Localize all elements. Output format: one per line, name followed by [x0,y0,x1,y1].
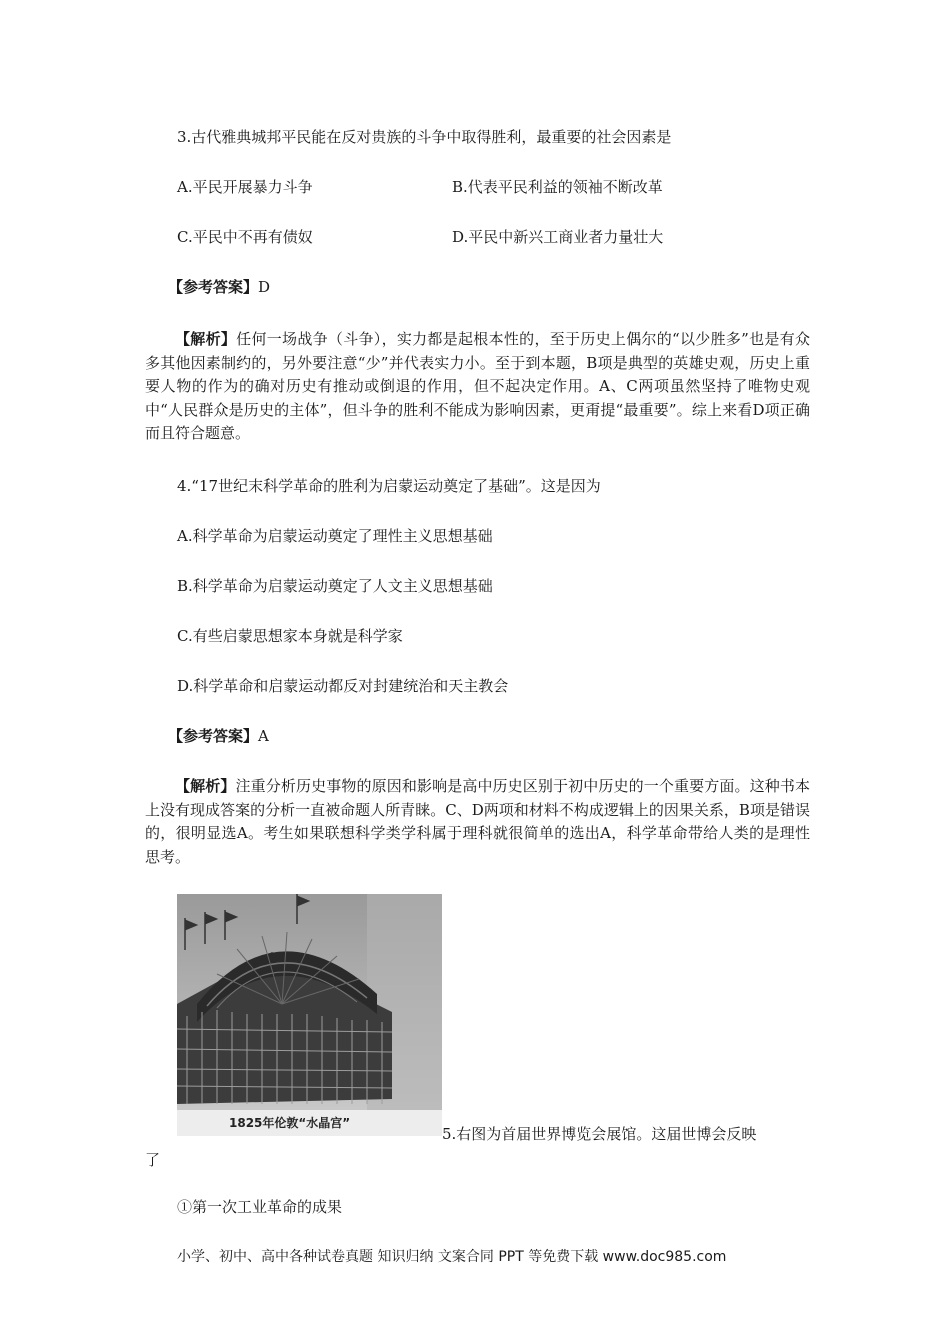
q4-option-c: C.有些启蒙思想家本身就是科学家 [177,627,403,645]
analysis-text: 注重分析历史事物的原因和影响是高中历史区别于初中历史的一个重要方面。这种书本上没有现成答案的分析一直被命题人所青睐。C、D两项和材料不构成逻辑上的因果关系，B项是错误的，很明显选A。考生如果联想科学类学科属于理科就很简单的选出A，科学革命带给人类的是理性思考。 [145,777,810,866]
q3-answer [168,277,270,297]
q4-option-a: A.科学革命为启蒙运动奠定了理性主义思想基础 [177,527,493,545]
analysis-label: 【解析】 [175,777,236,795]
crystal-palace-illustration [177,894,442,1110]
analysis-label: 【解析】 [175,330,237,348]
analysis-text: 任何一场战争（斗争），实力都是起根本性的，至于历史上偶尔的“以少胜多”也是有众多其他因素制约的，另外要注意“少”并代表实力小。至于到本题，B项是典型的英雄史观，历史上重要人物的作为的确对历史有推动或倒退的作用，但不起决定作用。A、C两项虽然坚持了唯物史观中“人民群众是历史的主体”，但斗争的胜利不能成为影响因素，更甭提“最重要”。综上来看D项正确而且符合题意。 [145,330,810,442]
q5-stem-line1: 5.右图为首届世界博览会展馆。这届世博会反映 [442,1125,757,1143]
q4-stem: 4.“17世纪末科学革命的胜利为启蒙运动奠定了基础”。这是因为 [177,477,601,495]
q3-option-c: C.平民中不再有债奴 [177,228,313,246]
photo-caption: 1825年伦敦“水晶宫” [229,1116,351,1130]
q5-stem-line2: 了 [145,1151,161,1169]
answer-label: 【参考答案】 [168,727,259,745]
q3-analysis [145,328,810,446]
q4-analysis [145,775,810,869]
q4-answer [168,726,269,746]
photo-caption-strip [177,1110,442,1136]
page-footer: 小学、初中、高中各种试卷真题 知识归纳 文案合同 PPT 等免费下载 www.doc985.com [177,1249,727,1265]
q4-option-b: B.科学革命为启蒙运动奠定了人文主义思想基础 [177,577,493,595]
q3-stem: 3.古代雅典城邦平民能在反对贵族的斗争中取得胜利，最重要的社会因素是 [177,128,672,146]
answer-label: 【参考答案】 [168,278,259,296]
q4-option-d: D.科学革命和启蒙运动都反对封建统治和天主教会 [177,677,509,695]
answer-value: A [258,727,269,745]
q3-option-b: B.代表平民利益的领袖不断改革 [452,178,663,196]
crystal-palace-photo [177,894,442,1136]
answer-value: D [258,278,271,296]
q3-option-d: D.平民中新兴工商业者力量壮大 [452,228,664,246]
q5-item-1: ①第一次工业革命的成果 [177,1198,343,1216]
q3-option-a: A.平民开展暴力斗争 [177,178,313,196]
